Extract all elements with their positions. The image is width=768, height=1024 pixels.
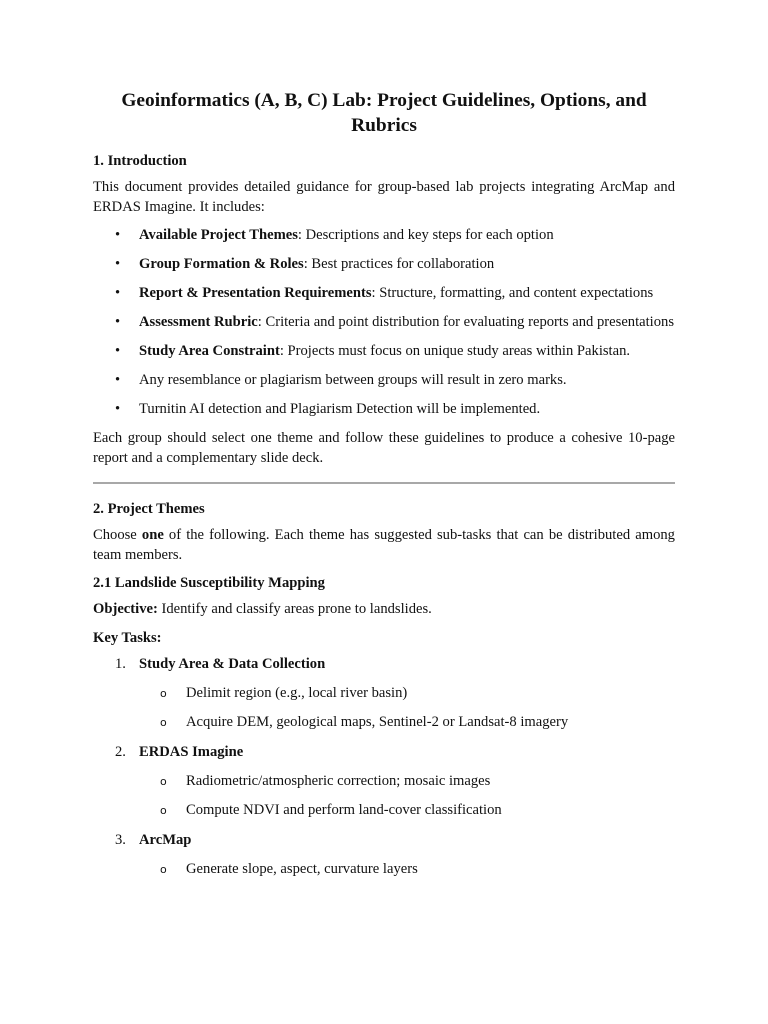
horizontal-divider bbox=[93, 482, 675, 484]
bullet-icon: • bbox=[115, 401, 121, 417]
bullet-text: : Best practices for collaboration bbox=[303, 256, 495, 272]
circle-bullet-icon: o bbox=[160, 804, 167, 817]
list-item bbox=[139, 801, 675, 821]
list-item bbox=[93, 284, 675, 304]
circle-bullet-icon: o bbox=[160, 863, 167, 876]
document-page bbox=[93, 88, 675, 890]
list-item bbox=[93, 226, 675, 246]
bullet-icon: • bbox=[115, 227, 121, 243]
themes-intro-emphasis: one bbox=[141, 527, 164, 543]
document-title: Geoinformatics (A, B, C) Lab: Project Guidelines, Options, and Rubrics bbox=[121, 90, 647, 136]
list-item bbox=[139, 713, 675, 733]
themes-intro-pre: Choose bbox=[93, 527, 142, 543]
list-item bbox=[93, 400, 675, 420]
objective-line bbox=[93, 600, 675, 620]
list-item bbox=[139, 860, 675, 880]
bullet-text: Turnitin AI detection and Plagiarism Detection will be implemented. bbox=[139, 401, 541, 417]
bullet-icon: • bbox=[115, 256, 121, 272]
bullet-text: : Criteria and point distribution for evaluating reports and presentations bbox=[257, 314, 675, 330]
bullet-term: Report & Presentation Requirements bbox=[139, 285, 372, 301]
subitem-text: Radiometric/atmospheric correction; mosaic images bbox=[186, 773, 491, 789]
task-subitems bbox=[139, 684, 675, 733]
list-item bbox=[93, 371, 675, 391]
task-label: ArcMap bbox=[139, 831, 192, 848]
bullet-icon: • bbox=[115, 285, 121, 301]
key-tasks-label: Key Tasks: bbox=[93, 629, 162, 646]
bullet-icon: • bbox=[115, 372, 121, 388]
intro-bullet-list bbox=[93, 226, 675, 420]
intro-closing-paragraph: Each group should select one theme and follow these guidelines to produce a cohesive 10-page report and a complementary slide deck. bbox=[93, 430, 675, 466]
list-item bbox=[93, 255, 675, 275]
bullet-icon: • bbox=[115, 343, 121, 359]
bullet-text: : Projects must focus on unique study areas within Pakistan. bbox=[279, 343, 631, 359]
subitem-text: Delimit region (e.g., local river basin) bbox=[186, 685, 408, 701]
task-label: Study Area & Data Collection bbox=[139, 655, 326, 672]
task-subitems bbox=[139, 772, 675, 821]
key-tasks-list bbox=[93, 655, 675, 880]
subitem-text: Compute NDVI and perform land-cover classification bbox=[186, 802, 502, 818]
list-item bbox=[139, 684, 675, 704]
bullet-term: Assessment Rubric bbox=[139, 314, 258, 330]
themes-intro-post: of the following. Each theme has suggested sub-tasks that can be distributed among team members. bbox=[93, 527, 675, 563]
task-subitems bbox=[139, 860, 675, 880]
bullet-term: Group Formation & Roles bbox=[139, 256, 304, 272]
list-item bbox=[93, 313, 675, 333]
objective-text: Identify and classify areas prone to landslides. bbox=[157, 601, 432, 617]
subsection-heading-landslide: 2.1 Landslide Susceptibility Mapping bbox=[93, 575, 325, 591]
section-heading-project-themes: 2. Project Themes bbox=[93, 501, 205, 517]
themes-intro-paragraph bbox=[93, 526, 675, 565]
intro-paragraph: This document provides detailed guidance for group-based lab projects integrating ArcMap and ERDAS Imagine. It includes: bbox=[93, 179, 675, 215]
task-label: ERDAS Imagine bbox=[139, 743, 244, 760]
subitem-text: Generate slope, aspect, curvature layers bbox=[186, 861, 418, 877]
list-item bbox=[139, 772, 675, 792]
objective-label: Objective: bbox=[93, 601, 158, 617]
circle-bullet-icon: o bbox=[160, 687, 167, 700]
task-item bbox=[93, 655, 675, 733]
task-item bbox=[93, 743, 675, 821]
task-item bbox=[93, 831, 675, 880]
task-number: 3. bbox=[115, 831, 126, 848]
bullet-term: Study Area Constraint bbox=[139, 343, 280, 359]
section-heading-introduction: 1. Introduction bbox=[93, 153, 187, 169]
subitem-text: Acquire DEM, geological maps, Sentinel-2 or Landsat-8 imagery bbox=[186, 714, 569, 730]
list-item bbox=[93, 342, 675, 362]
bullet-text: Any resemblance or plagiarism between groups will result in zero marks. bbox=[139, 372, 567, 388]
bullet-text: : Descriptions and key steps for each option bbox=[297, 227, 554, 243]
task-number: 2. bbox=[115, 743, 126, 760]
bullet-icon: • bbox=[115, 314, 121, 330]
bullet-term: Available Project Themes bbox=[139, 227, 298, 243]
task-number: 1. bbox=[115, 655, 126, 672]
circle-bullet-icon: o bbox=[160, 775, 167, 788]
circle-bullet-icon: o bbox=[160, 716, 167, 729]
bullet-text: : Structure, formatting, and content expectations bbox=[371, 285, 654, 301]
